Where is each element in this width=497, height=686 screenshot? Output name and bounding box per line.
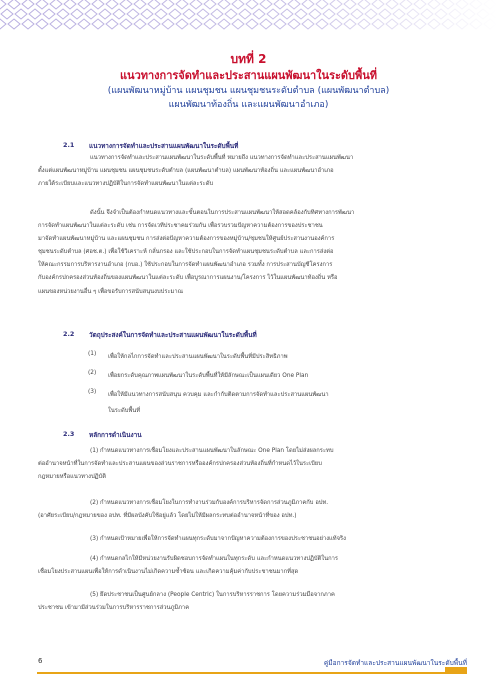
principle-1: (1) กำหนดแนวทางการเชื่อมโยงและประสานแผนพัฒนาในลักษณะ One Plan โดยไม่ส่งผลกระทบ ต่ออำนาจหน้าที่ในการจัดทำและประสานแผนของส่วนราชการหรือองค์กรปกครองส่วนท้องถิ่นที่กำหนดไว้ในระเบียบ กฎหมายหรือแนวทางปฏิบัติ	[38, 448, 334, 481]
principle-4: (4) กำหนดกลไกให้มีหน่วยงานรับผิดชอบการจัดทำแผนในทุกระดับ และกำหนดแนวทางปฏิบัติในการ เชื่อมโยงประสานแผนเพื่อให้การดำเนินงานไม่เกิดความซ้ำซ้อน และเกิดความคุ้มค่ากับประชาชนมากที่สุด	[38, 556, 338, 576]
section-title: แนวทางการจัดทำและประสานแผนพัฒนาในระดับพื้นที่	[89, 142, 239, 150]
section-title: หลักการดำเนินงาน	[89, 431, 142, 439]
chapter-subtitle-line-1: (แผนพัฒนาหมู่บ้าน แผนชุมชน แผนชุมชนระดับตำบล (แผนพัฒนาตำบล)	[107, 86, 390, 96]
chapter-title: แนวทางการจัดทำและประสานแผนพัฒนาในระดับพื้นที่	[119, 69, 378, 82]
principle-3: (3) กำหนดเป้าหมายเพื่อให้การจัดทำแผนทุกระดับมาจากปัญหาความต้องการของประชาชนอย่างแท้จริง	[90, 536, 346, 542]
chapter-heading: บทที่ 2	[230, 52, 267, 66]
section-number: 2.2	[63, 330, 75, 338]
section-number: 2.1	[63, 141, 75, 149]
principle-2: (2) กำหนดแนวทางการเชื่อมโยงในการทำงานร่วมกับองค์การบริหารจัดการส่วนภูมิภาคกับ อปท. (อาศัยระเบียบ/กฎหมายของ อปท. ที่มีผลบังคับใช้อยู่แล้ว โดยไม่ให้มีผลกระทบต่ออำนาจหน้าที่ของ อปท.)	[38, 500, 329, 520]
section-2-1-paragraph-1: แนวทางการจัดทำและประสานแผนพัฒนาในระดับพื้นที่ หมายถึง แนวทางการจัดทำและประสานแผนพัฒนา ตั้งแต่แผนพัฒนาหมู่บ้าน แผนชุมชน แผนชุมชนระดับตำบล (แผนพัฒนาตำบล) แผนพัฒนาท้องถิ่น และแผนพัฒนาอำเภอ ภายใต้ระเบียบและแนวทางปฏิบัติในการจัดทำแผนพัฒนาในแต่ละระดับ	[38, 155, 354, 188]
page-number: 6	[38, 657, 43, 665]
principle-5: (5) ยึดประชาชนเป็นศูนย์กลาง (People Centric) ในการบริหารราชการ โดยความร่วมมือจากภาค ประชาชน เข้ามามีส่วนร่วมในการบริหารราชการส่วนภูมิภาค	[38, 592, 335, 612]
section-number: 2.3	[63, 430, 75, 438]
document-page: บทที่ 2 แนวทางการจัดทำและประสานแผนพัฒนาในระดับพื้นที่ (แผนพัฒนาหมู่บ้าน แผนชุมชน แผนชุมชนระดับตำบล (แผนพัฒนาตำบล) แผนพัฒนาท้องถิ่น และแผนพัฒนาอำเภอ) 2.1 แนวทางการจัดทำและประสานแผนพัฒนาในระดับพื้นที่ แนวทางการจัดทำและประสานแผนพัฒนาในระดับพื้นที่ หมายถึง แนวทางการจัดทำและประสานแผนพัฒนา ตั้งแต่แผนพัฒนาหมู่บ้าน แผนชุมชน แผนชุมชนระดับตำบล (แผนพัฒนาตำบล) แผนพัฒนาท้องถิ่น และแผนพัฒนาอำเภอ ภายใต้ระเบียบและแนวทางปฏิบัติในการจัดทำแผนพัฒนาในแต่ละระดับ ดังนั้น จึงจำเป็นต้องกำหนดแนวทางและขั้นตอนในการประสานแผนพัฒนาให้สอดคล้องกับทิศทางการพัฒนา การจัดทำแผนพัฒนาในแต่ละระดับ เช่น การจัดเวทีประชาคมร่วมกัน เพื่อรวบรวมปัญหาความต้องการของประชาชน มาจัดทำแผนพัฒนาหมู่บ้าน และแผนชุมชน การส่งต่อปัญหาความต้องการของหมู่บ้าน/ชุมชนให้ศูนย์ประสานงานองค์การ ชุมชนระดับตำบล (ศอช.ต.) เพื่อใช้วิเคราะห์ กลั่นกรอง และใช้ประกอบในการจัดทำแผนชุมชนระดับตำบล และการส่งต่อ ให้คณะกรรมการบริหารงานอำเภอ (กบอ.) ใช้ประกอบในการจัดทำแผนพัฒนาอำเภอ รวมทั้ง การประสานบัญชีโครงการ กับองค์กรปกครองส่วนท้องถิ่นของแผนพัฒนาในแต่ละระดับ เพื่อบูรณาการแผนงาน/โครงการ ไว้ในแผนพัฒนาท้องถิ่น หรือ แผนของหน่วยงานอื่น ๆ เพื่อขอรับการสนับสนุนงบประมาณ 2.2 วัตถุประสงค์ในการจัดทำและประสานแผนพัฒนาในระดับพื้นที่ (1) เพื่อให้กลไกการจัดทำและประสานแผนพัฒนาในระดับพื้นที่มีประสิทธิภาพ (2) เพื่อยกระดับคุณภาพแผนพัฒนาในระดับพื้นที่ให้มีลักษณะเป็นแผนเดียว One Plan (3) เพื่อให้มีแนวทางการสนับสนุน ควบคุม และกำกับติดตามการจัดทำและประสานแผนพัฒนา ในระดับพื้นที่ 2.3 หลักการดำเนินงาน (1) กำหนดแนวทางการเชื่อมโยงและประสานแผนพัฒนาในลักษณะ One Plan โดยไม่ส่งผลกระทบ ต่ออำนาจหน้าที่ในการจัดทำและประสานแผนของส่วนราชการหรือองค์กรปกครองส่วนท้องถิ่นที่กำหนดไว้ในระเบียบ กฎหมายหรือแนวทางปฏิบัติ (2) กำหนดแนวทางการเชื่อมโยงในการทำงานร่วมกับองค์การบริหารจัดการส่วนภูมิภาคกับ อปท. (อาศัยระเบียบ/กฎหมายของ อปท. ที่มีผลบังคับใช้อยู่แล้ว โดยไม่ให้มีผลกระทบต่ออำนาจหน้าที่ของ อปท.) (3) กำหนดเป้าหมายเพื่อให้การจัดทำแผนทุกระดับมาจากปัญหาความต้องการของประชาชนอย่างแท้จริง (4) กำหนดกลไกให้มีหน่วยงานรับผิดชอบการจัดทำแผนในทุกระดับ และกำหนดแนวทางปฏิบัติในการ เชื่อมโยงประสานแผนเพื่อให้การดำเนินงานไม่เกิดความซ้ำซ้อน และเกิดความคุ้มค่ากับประชาชนมากที่สุด (5) ยึดประชาชนเป็นศูนย์กลาง (People Centric) ในการบริหารราชการ โดยความร่วมมือจากภาค ประชาชน เข้ามามีส่วนร่วมในการบริหารราชการส่วนภูมิภาค 6 คู่มือการจัดทำและประสานแผนพัฒนาในระดับพื้นที่	[0, 0, 497, 686]
chapter-subtitle-line-2: แผนพัฒนาท้องถิ่น และแผนพัฒนาอำเภอ)	[168, 100, 329, 110]
running-footer-title: คู่มือการจัดทำและประสานแผนพัฒนาในระดับพื้นที่	[323, 659, 467, 667]
objective-item-continuation: ในระดับพื้นที่	[108, 408, 141, 414]
footer-accent-bar	[445, 667, 467, 672]
footer-rule	[37, 672, 467, 674]
section-2-1-paragraph-2: ดังนั้น จึงจำเป็นต้องกำหนดแนวทางและขั้นตอนในการประสานแผนพัฒนาให้สอดคล้องกับทิศทางการพัฒนา การจัดทำแผนพัฒนาในแต่ละระดับ เช่น การจัดเวทีประชาคมร่วมกัน เพื่อรวบรวมปัญหาความต้องการของประชาชน มาจัดทำแผนพัฒนาหมู่บ้าน และแผนชุมชน การส่งต่อปัญหาความต้องการของหมู่บ้าน/ชุมชนให้ศูนย์ประสานงานองค์การ ชุมชนระดับตำบล (ศอช.ต.) เพื่อใช้วิเคราะห์ กลั่นกรอง และใช้ประกอบในการจัดทำแผนชุมชนระดับตำบล และการส่งต่อ ให้คณะกรรมการบริหารงานอำเภอ (กบอ.) ใช้ประกอบในการจัดทำแผนพัฒนาอำเภอ รวมทั้ง การประสานบัญชีโครงการ กับองค์กรปกครองส่วนท้องถิ่นของแผนพัฒนาในแต่ละระดับ เพื่อบูรณาการแผนงาน/โครงการ ไว้ในแผนพัฒนาท้องถิ่น หรือ แผนของหน่วยงานอื่น ๆ เพื่อขอรับการสนับสนุนงบประมาณ	[38, 210, 355, 295]
section-title: วัตถุประสงค์ในการจัดทำและประสานแผนพัฒนาในระดับพื้นที่	[89, 331, 257, 339]
decorative-pattern-band	[0, 0, 497, 34]
